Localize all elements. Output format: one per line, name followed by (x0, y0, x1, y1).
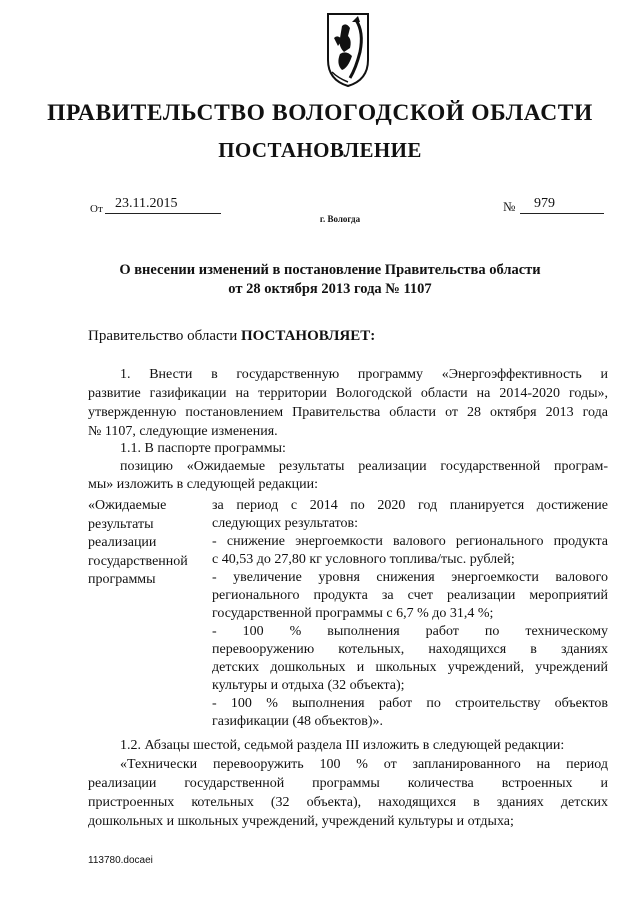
vologda-coat-of-arms-icon (326, 12, 370, 88)
paragraph-line: утвержденную постановлением Правительства области от 28 октября 2013 года (88, 405, 608, 420)
paragraph-line: 1.2. Абзацы шестой, седьмой раздела III изложить в следующей редакции: (120, 738, 565, 753)
result-line: следующих результатов: (212, 516, 359, 531)
label-line: результаты (88, 516, 154, 532)
document-number: 979 (520, 195, 604, 214)
result-line: - 100 % выполнения работ по техническому (212, 624, 608, 639)
subject-line: О внесении изменений в постановление Правительства области (119, 262, 541, 278)
paragraph-line: 1. Внести в государственную программу «Энергоэффективность и (120, 367, 608, 382)
result-line: культуры и отдыха (32 объекта); (212, 678, 405, 693)
decree-keyword: ПОСТАНОВЛЯЕТ: (240, 328, 376, 344)
document-date: 23.11.2015 (105, 195, 221, 214)
document-subject (80, 261, 580, 299)
result-line: газификации (48 объектов)». (212, 714, 384, 729)
paragraph-line: реализации государственной программы количества встроенных и (88, 776, 608, 791)
paragraph-line: 1.1. В паспорте программы: (120, 441, 286, 456)
paragraph-line: позицию «Ожидаемые результаты реализации государственной програм- (120, 459, 608, 474)
result-line: перевооружению котельных, находящихся в зданиях (212, 642, 608, 657)
paragraph-line: «Технически перевооружить 100 % от запланированного на период (120, 757, 608, 772)
paragraph-line: развитие газификации на территории Вологодской области на 2014-2020 годы», (88, 386, 608, 401)
date-label: От (90, 203, 103, 215)
label-line: «Ожидаемые (88, 498, 167, 513)
result-line: за период с 2014 по 2020 год планируется достижение (212, 498, 608, 513)
government-title: ПРАВИТЕЛЬСТВО ВОЛОГОДСКОЙ ОБЛАСТИ (47, 100, 593, 126)
city: г. Вологда (319, 214, 361, 224)
result-line: регионального продукта за счет реализации мероприятий (212, 588, 608, 603)
paragraph-line: пристроенных котельных (32 объекта), находящихся в зданиях детских (88, 795, 608, 810)
result-line: с 40,53 до 27,80 кг условного топлива/тыс. рублей; (212, 552, 515, 567)
label-line: государственной (88, 553, 188, 569)
result-line: - снижение энергоемкости валового регионального продукта (212, 534, 608, 549)
passport-position-label (88, 497, 198, 590)
result-line: - увеличение уровня снижения энергоемкости валового (212, 570, 608, 585)
label-line: реализации (88, 535, 157, 550)
result-line: - 100 % выполнения работ по строительству объектов (212, 696, 608, 711)
result-line: государственной программы с 6,7 % до 31,4 %; (212, 606, 494, 621)
paragraph-line: дошкольных и школьных учреждений, учреждений культуры и отдыха; (88, 814, 514, 829)
decree-prefix: Правительство области (88, 328, 241, 344)
result-line: детских дошкольных и школьных учреждений, учреждений (212, 660, 608, 675)
label-line: программы (88, 572, 156, 587)
document-type: ПОСТАНОВЛЕНИЕ (218, 138, 422, 162)
subject-line: от 28 октября 2013 года № 1107 (228, 281, 432, 297)
number-label: № (503, 199, 516, 214)
paragraph-line: № 1107, следующие изменения. (88, 424, 278, 439)
document-file-id: 113780.docaei (88, 855, 153, 866)
decree-statement (88, 327, 375, 346)
paragraph-line: мы» изложить в следующей редакции: (88, 477, 319, 492)
